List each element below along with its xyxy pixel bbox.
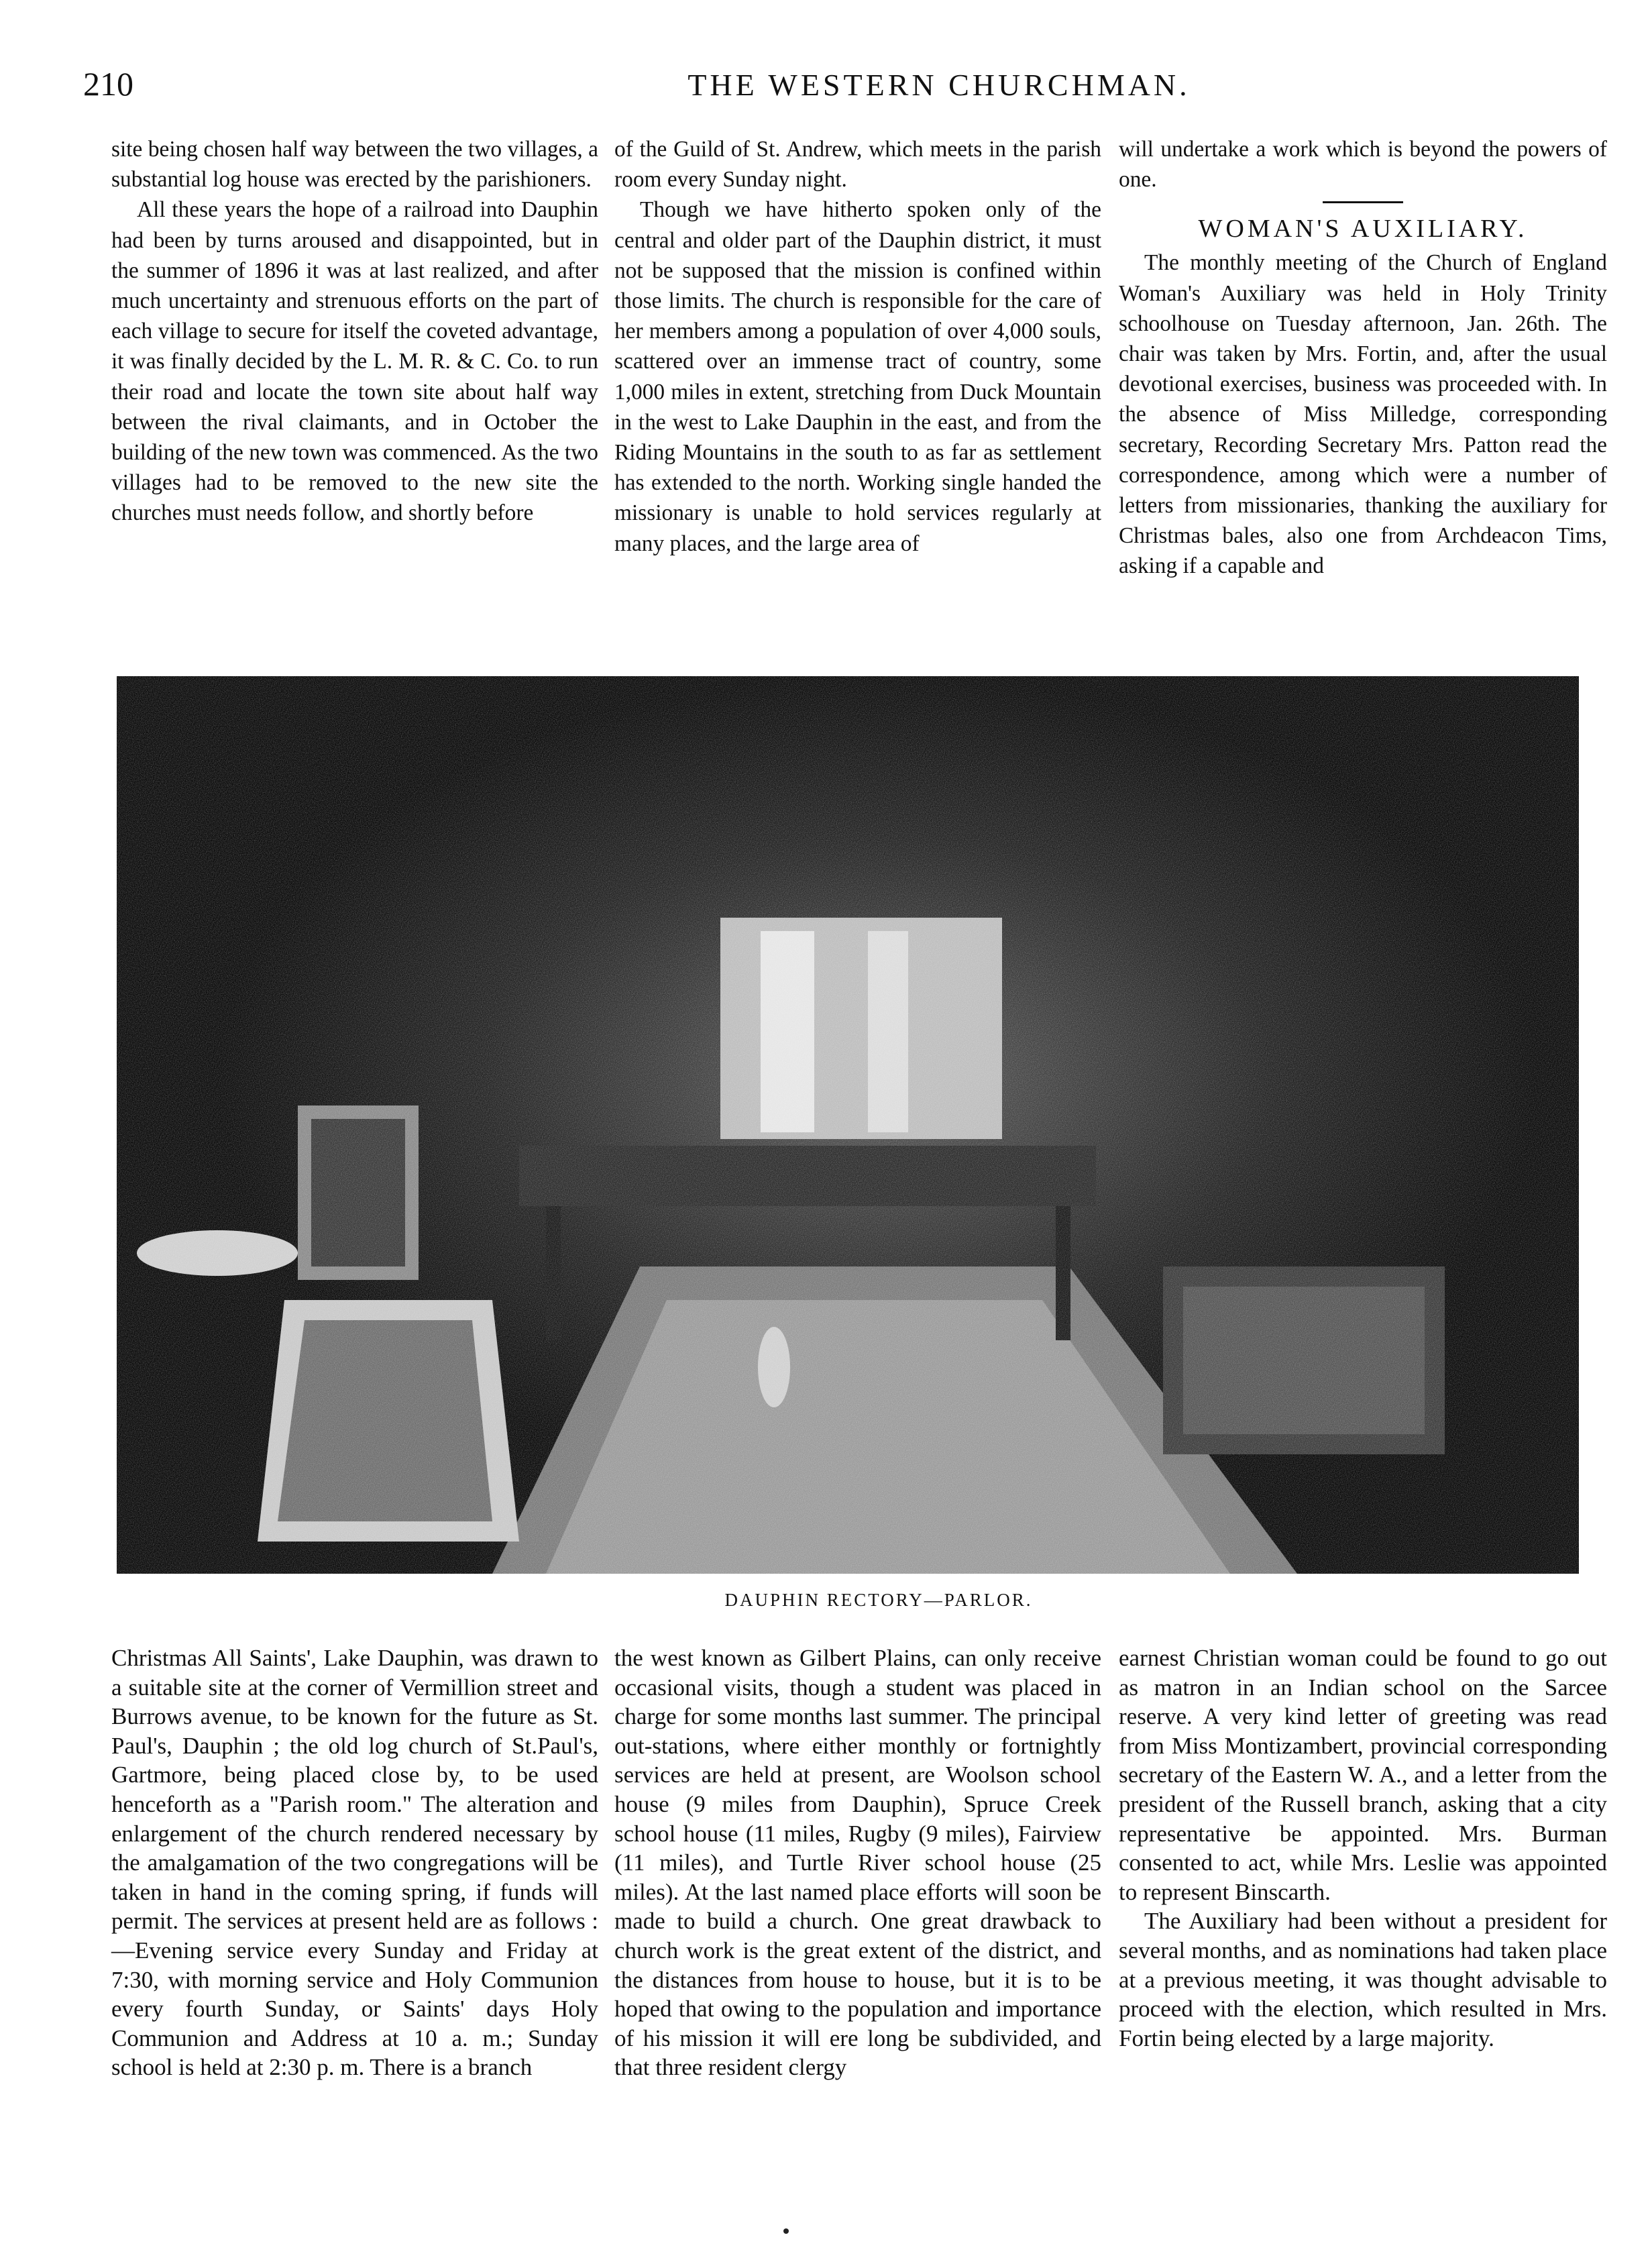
- paragraph: the west known as Gilbert Plains, can only receive occasional visits, though a student was placed in charge for some months last summer. The principal out-stations, where either monthly or fortnightly services are held at present, are Woolson school house (9 miles from Dauphin), Spruce Creek school house (11 miles, Rugby (9 miles), Fairview (11 miles), and Turtle River school house (25 miles). At the last named place efforts will soon be made to build a church. One great drawback to church work is the great extent of the district, and the distances from house to house, but it is to be hoped that owing to the population and importance of his mission it will ere long be subdivided, and that three resident clergy: [614, 1645, 1101, 2081]
- paragraph: The monthly meeting of the Church of England Woman's Auxiliary was held in Holy Trinity schoolhouse on Tuesday afternoon, Jan. 26th. The chair was taken by Mrs. Fortin, and, after the usual devotional exercises, business was proceeded with. In the absence of Miss Milledge, corresponding secretary, Recording Secretary Mrs. Patton read the correspondence, among which were a number of letters from missionaries, thanking the auxiliary for Christmas bales, also one from Archdeacon Tims, asking if a capable and: [1119, 250, 1607, 579]
- rectory-parlor-photo: [117, 676, 1579, 1574]
- top-column-3: [1119, 134, 1607, 582]
- paragraph: site being chosen half way between the two villages, a substantial log house was erected by the parishioners.: [111, 137, 598, 193]
- bottom-column-3: [1119, 1643, 1607, 2053]
- paragraph: The Auxiliary had been without a president for several months, and as nominations had taken place at a previous meeting, it was thought advisable to proceed with the election, which resulted in Mrs. Fortin being elected by a large majority.: [1119, 1908, 1607, 2051]
- bottom-column-1: [111, 1643, 598, 2082]
- photo-illustration: [117, 676, 1579, 1574]
- paragraph: earnest Christian woman could be found to go out as matron in an Indian school on the Sarcee reserve. A very kind letter of greeting was read from Miss Montizambert, provincial corresponding secretary of the Eastern W. A., and a letter from the president of the Russell branch, asking that a city representative be appointed. Mrs. Burman consented to act, while Mrs. Leslie was appointed to represent Binscarth.: [1119, 1645, 1607, 1905]
- section-heading: WOMAN'S AUXILIARY.: [1198, 215, 1528, 244]
- photo-caption: DAUPHIN RECTORY—PARLOR.: [724, 1590, 1033, 1610]
- paragraph: All these years the hope of a railroad into Dauphin had been by turns aroused and disappointed, but in the summer of 1896 it was at last realized, and after much uncertainty and strenuous efforts on the part of each village to secure for itself the coveted advantage, it was finally decided by the L. M. R. & C. Co. to run their road and locate the town site about half way between the rival claimants, and in October the building of the new town was commenced. As the two villages had to be removed to the new site the churches must needs follow, and shortly before: [111, 197, 598, 526]
- bottom-column-2: [614, 1643, 1101, 2082]
- paragraph: of the Guild of St. Andrew, which meets in the parish room every Sunday night.: [614, 137, 1101, 193]
- top-column-1: [111, 134, 598, 529]
- top-column-2: [614, 134, 1101, 559]
- footer-dot: [783, 2228, 789, 2234]
- page-number: 210: [83, 65, 133, 103]
- section-rule: [1323, 201, 1403, 203]
- running-head: THE WESTERN CHURCHMAN.: [687, 68, 1191, 102]
- paragraph: will undertake a work which is beyond the powers of one.: [1119, 137, 1607, 193]
- paragraph: Christmas All Saints', Lake Dauphin, was drawn to a suitable site at the corner of Vermillion street and Burrows avenue, to be known for the future as St. Paul's, Dauphin ; the old log church of St.Paul's, Gartmore, being placed close by, to be used henceforth as a "Parish room." The alteration and enlargement of the church rendered necessary by the amalgamation of the two congregations will be taken in hand in the coming spring, if funds will permit. The services at present held are as follows :—Evening service every Sunday and Friday at 7:30, with morning service and Holy Communion every fourth Sunday, or Saints' days Holy Communion and Address at 10 a. m.; Sunday school is held at 2:30 p. m. There is a branch: [111, 1645, 598, 2081]
- paragraph: Though we have hitherto spoken only of the central and older part of the Dauphin district, it must not be supposed that the mission is confined within those limits. The church is responsible for the care of her members among a population of over 4,000 souls, scattered over an immense tract of country, some 1,000 miles in extent, stretching from Duck Mountain in the west to Lake Dauphin in the east, and from the Riding Mountains in the south to as far as settlement has extended to the north. Working single handed the missionary is unable to hold services regularly at many places, and the large area of: [614, 197, 1101, 556]
